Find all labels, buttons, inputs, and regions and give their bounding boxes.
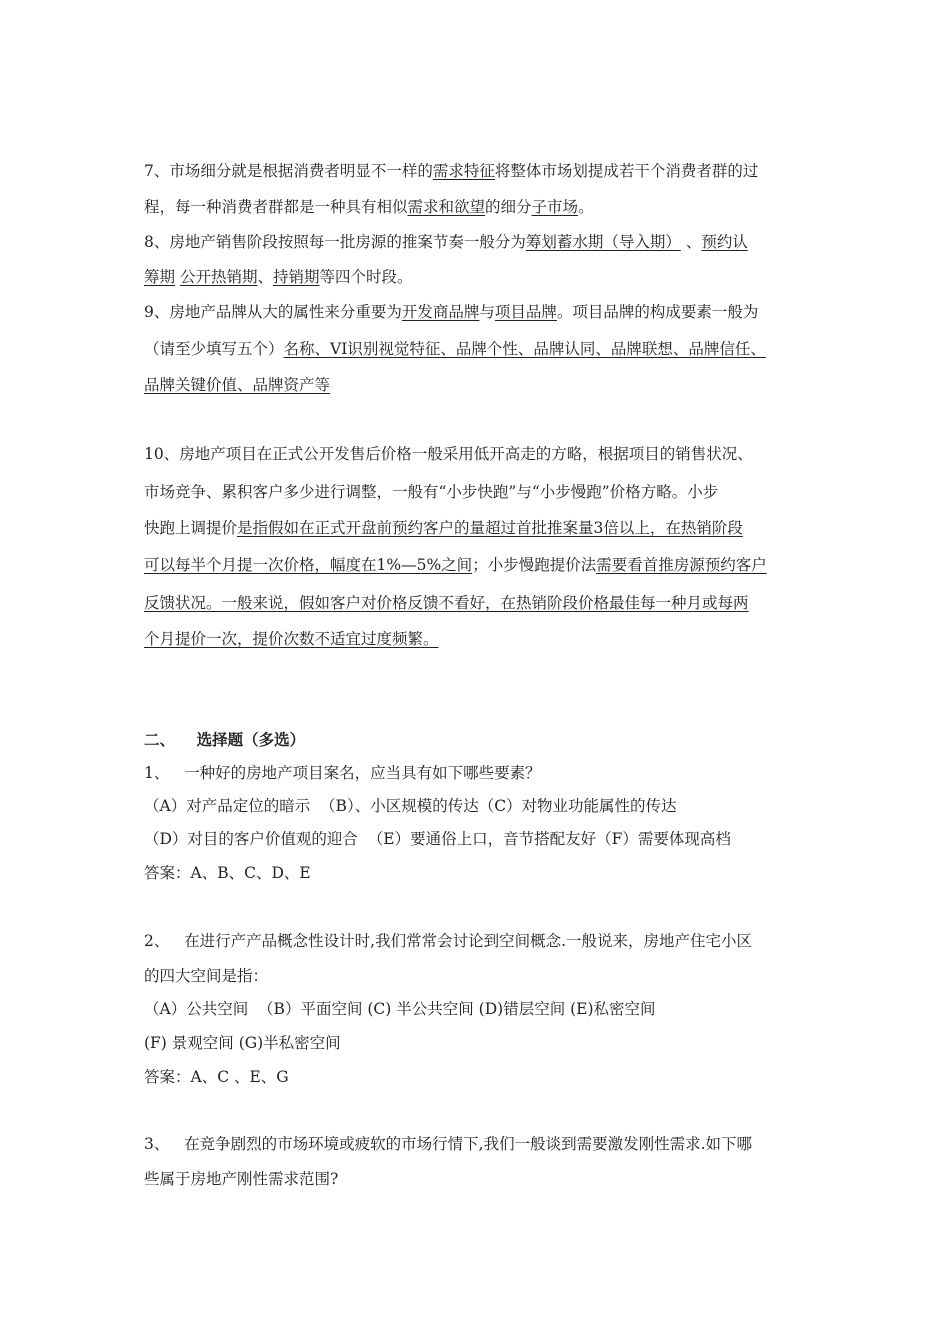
choice-q2-options-1: （A）公共空间 （B）平面空间 (C) 半公共空间 (D)错层空间 (E)私密空间 [144,1000,656,1018]
q7-answer-demand-feature: 需求特征 [432,162,495,180]
section-heading: 二、 选择题（多选） [144,730,306,749]
q9-answer-brand-elements: 名称、VI识别视觉特征、品牌个性、品牌认同、品牌联想、品牌信任、 [283,340,766,358]
q8-line-1 [144,231,748,253]
q10-answer: 需要看首推房源预约客户 [596,556,767,574]
q9-text: （请至少填写五个） [144,340,284,358]
choice-q1-answer: 答案：A、B、C、D、E [144,864,311,882]
q10-text: 快跑上调提价 [144,519,238,537]
q7-line-2 [144,196,594,218]
q8-line-2 [144,266,413,288]
q8-text: 、 [257,268,273,286]
choice-q3-question-2: 些属于房地产刚性需求范围? [144,1170,339,1188]
q8-text: 、 [680,233,702,251]
q9-answer-developer-brand: 开发商品牌 [401,303,480,321]
choice-q2-question-2: 的四大空间是指： [144,967,269,985]
choice-q2-question-1: 2、 在进行产产品概念性设计时,我们常常会讨论到空间概念.一般说来，房地产住宅小区 [144,932,752,950]
q7-answer-submarket: 子市场 [531,198,579,216]
choice-q1-question: 1、 一种好的房地产项目案名，应当具有如下哪些要素？ [144,764,541,782]
q9-answer-project-brand: 项目品牌 [494,303,557,321]
q9-line-1 [144,301,758,323]
q10-text: ；小步慢跑提价法 [472,556,597,574]
q8-answer-stage-2: 筹期 [144,268,176,286]
q9-line-3: 品牌关键价值、品牌资产等 [144,376,331,394]
q7-text: 程，每一种消费者群都是一种具有相似 [144,198,408,216]
q10-line-4 [144,554,767,576]
q8-text: 等四个时段。 [319,268,413,286]
choice-q2-options-2: (F) 景观空间 (G)半私密空间 [144,1034,341,1052]
q10-line-1: 10、房地产项目在正式公开发售后价格一般采用低开高走的方略，根据项目的销售状况、 [144,445,753,463]
q7-answer-needs: 需求和欲望 [407,198,486,216]
q8-answer-stage-2: 预约认 [701,233,748,251]
q7-text: 将整体市场划提成若干个消费者群的过 [494,162,759,180]
q8-answer-stage-4: 持销期 [272,268,320,286]
q9-text: 与 [479,303,495,321]
q7-text: 7、市场细分就是根据消费者明显不一样的 [144,162,433,180]
q8-answer-stage-3: 公开热销期 [179,268,258,286]
q7-text: 的细分 [485,198,532,216]
q9-line-2 [144,338,766,360]
choice-q3-question-1: 3、 在竞争剧烈的市场环境或疲软的市场行情下,我们一般谈到需要激发刚性需求.如下哪 [144,1135,752,1153]
q7-text: 。 [578,198,594,216]
q10-answer: 是指假如在正式开盘前预约客户的量超过首批推案量3倍以上，在热销阶段 [237,519,743,537]
q9-text: 。项目品牌的构成要素一般为 [556,303,759,321]
choice-q1-options-1: （A）对产品定位的暗示 （B）、小区规模的传达（C）对物业功能属性的传达 [144,797,677,815]
choice-q1-options-2: （D）对目的客户价值观的迎合 （E）要通俗上口，音节搭配友好（F）需要体现高档 [144,830,731,848]
q7-line-1 [144,160,758,182]
choice-q2-answer: 答案：A、C 、E、G [144,1068,289,1086]
q8-answer-stage-1: 筹划蓄水期（导入期） [525,233,681,251]
q10-line-2: 市场竞争、累积客户多少进行调整，一般有“小步快跑”与“小步慢跑”价格方略。小步 [144,483,719,501]
q10-line-5: 反馈状况。一般来说，假如客户对价格反馈不看好，在热销阶段价格最佳每一种月或每两 [144,594,749,612]
q10-answer: 可以每半个月提一次价格，幅度在1%—5%之间 [144,556,473,574]
q9-text: 9、房地产品牌从大的属性来分重要为 [144,303,402,321]
q8-text: 8、房地产销售阶段按照每一批房源的推案节奏一般分为 [144,233,526,251]
q10-line-6: 个月提价一次，提价次数不适宜过度频繁。 [144,630,439,648]
q10-line-3 [144,517,743,539]
